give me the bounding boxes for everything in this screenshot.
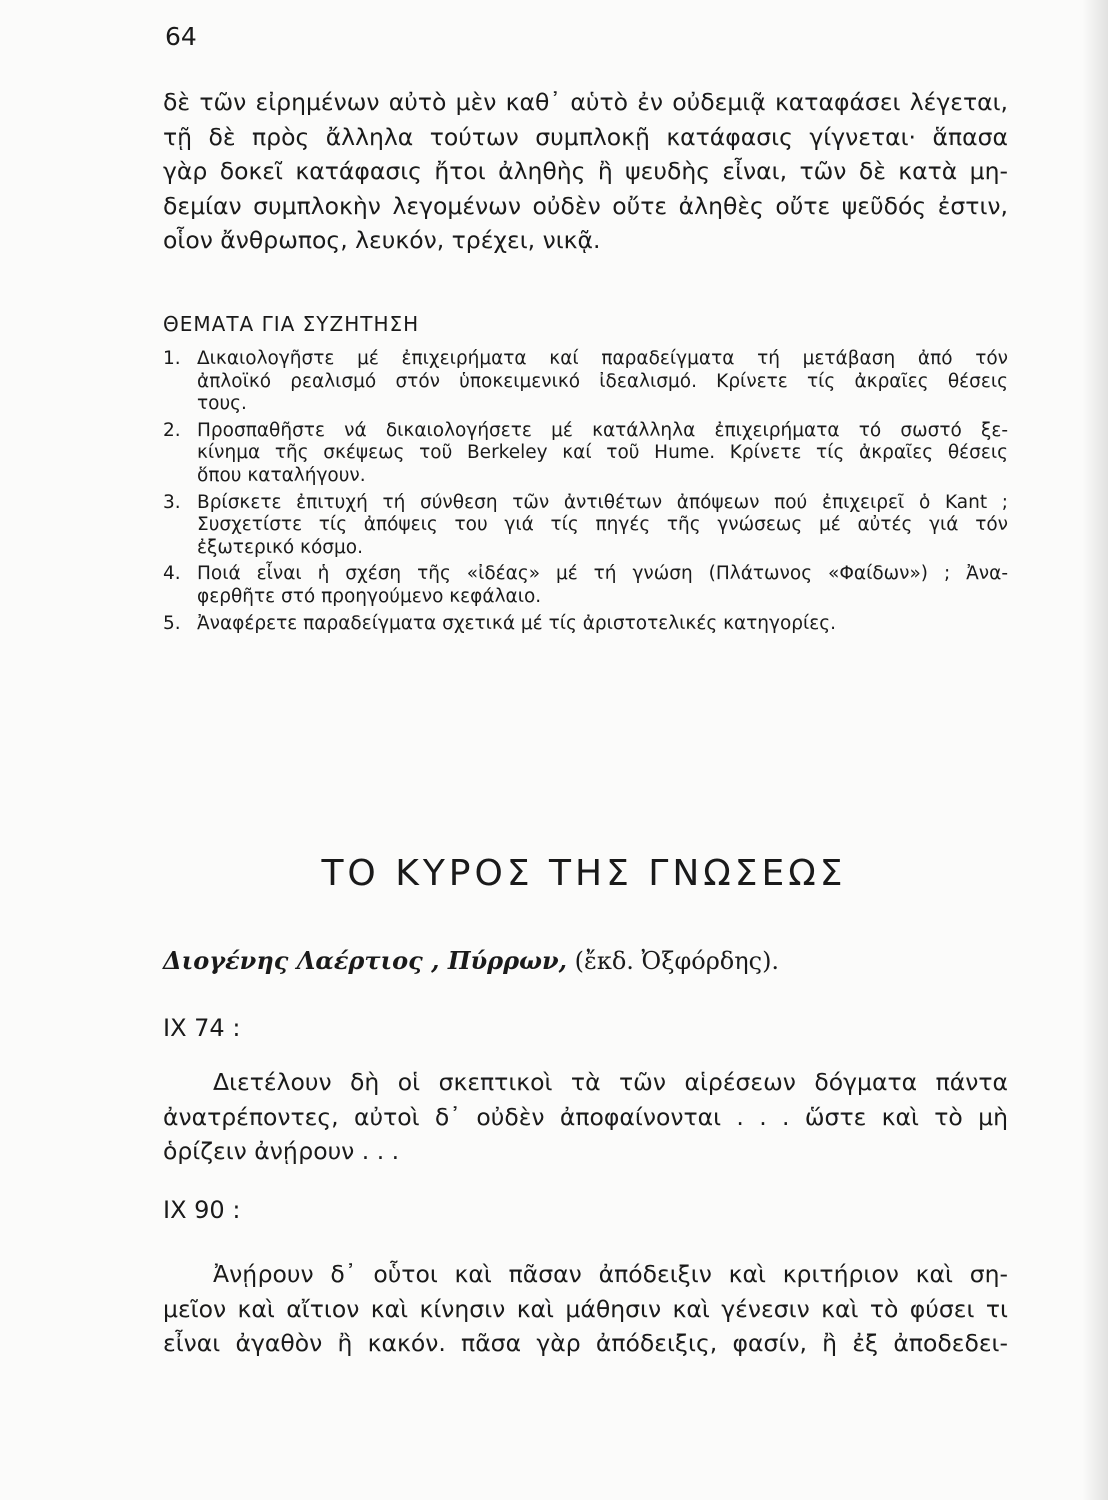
intro-line: δεμίαν συμπλοκὴν λεγομένων οὐδὲν οὔτε ἀληθὲς οὔτε ψεῦδός ἐστιν, <box>163 191 1008 220</box>
passage-line: μεῖον καὶ αἴτιον καὶ κίνησιν καὶ μάθησιν καὶ γένεσιν καὶ τὸ φύσει τι <box>163 1294 1008 1323</box>
discussion-heading: ΘΕΜΑΤΑ ΓΙΑ ΣΥΖΗΤΗΣΗ <box>163 312 420 336</box>
intro-line: γὰρ δοκεῖ κατάφασις ἤτοι ἀληθὴς ἢ ψευδὴς εἶναι, τῶν δὲ κατὰ μη- <box>163 157 1008 185</box>
intro-line: δὲ τῶν εἰρημένων αὐτὸ μὲν καθ᾿ αὑτὸ ἐν οὐδεμιᾷ καταφάσει λέγεται, <box>163 88 1008 116</box>
passage-line: ὁρίζειν ἀνῄρουν . . . <box>163 1137 400 1165</box>
question-line: τους. <box>197 393 247 415</box>
discussion-questions <box>163 348 1008 635</box>
question-item <box>163 420 1008 488</box>
question-item <box>163 348 1008 416</box>
question-line: Προσπαθῆστε νά δικαιολογήσετε μέ κατάλληλα ἐπιχειρήματα τό σωστό ξε- <box>197 419 1008 441</box>
question-line: Δικαιολογῆστε μέ ἐπιχειρήματα καί παραδείγματα τή μετάβαση ἀπό τόν <box>197 348 1008 369</box>
intro-line: τῇ δὲ πρὸς ἄλληλα τούτων συμπλοκῇ κατάφασις γίγνεται· ἅπασα <box>163 122 1008 151</box>
question-line: ἐξωτερικό κόσμο. <box>197 536 363 558</box>
question-line: Συσχετίστε τίς ἀπόψεις του γιά τίς πηγές τῆς γνώσεως μέ αὐτές γιά τόν <box>197 514 1008 536</box>
question-item <box>163 613 1008 636</box>
source-citation <box>163 946 779 975</box>
question-line: ὅπου καταλήγουν. <box>197 464 366 486</box>
passage-text <box>163 1065 1008 1169</box>
question-number: 5. <box>163 612 181 634</box>
question-line: Βρίσκετε ἐπιτυχή τή σύνθεση τῶν ἀντιθέτων ἀπόψεων πού ἐπιχειρεῖ ὁ Kant ; <box>197 491 1008 513</box>
passage-line: ἀνατρέποντες, αὐτοὶ δ᾿ οὐδὲν ἀποφαίνονται . . . ὥστε καὶ τὸ μὴ <box>163 1102 1008 1131</box>
question-number: 2. <box>163 419 181 441</box>
source-author: Διογένης Λαέρτιος , Πύρρων, <box>163 946 567 975</box>
question-number: 3. <box>163 491 181 513</box>
question-item <box>163 492 1008 560</box>
intro-paragraph <box>163 85 1008 258</box>
question-item <box>163 563 1008 608</box>
question-line: Ποιά εἶναι ἡ σχέση τῆς «ἰδέας» μέ τή γνώση (Πλάτωνος «Φαίδων») ; Ἀνα- <box>197 563 1008 585</box>
source-edition: (ἔκδ. Ὀξφόρδης). <box>574 947 780 975</box>
page-spine-shadow <box>1082 0 1108 1500</box>
question-line: φερθῆτε στό προηγούμενο κεφάλαιο. <box>197 585 542 607</box>
passage-text <box>163 1257 1008 1361</box>
question-number: 4. <box>163 563 181 585</box>
passage-reference: IX 90 : <box>163 1196 241 1224</box>
chapter-title: ΤΟ ΚΥΡΟΣ ΤΗΣ ΓΝΩΣΕΩΣ <box>321 853 847 894</box>
page-number: 64 <box>165 22 197 51</box>
passage-line: εἶναι ἀγαθὸν ἢ κακόν. πᾶσα γὰρ ἀπόδειξις, φασίν, ἢ ἐξ ἀποδεδει- <box>163 1329 1008 1357</box>
intro-line: οἷον ἄνθρωπος, λευκόν, τρέχει, νικᾷ. <box>163 226 601 254</box>
passage-line: Ἀνῄρουν δ᾿ οὗτοι καὶ πᾶσαν ἀπόδειξιν καὶ κριτήριον καὶ ση- <box>213 1260 1008 1288</box>
question-line: Ἀναφέρετε παραδείγματα σχετικά μέ τίς ἀριστοτελικές κατηγορίες. <box>197 612 837 634</box>
passage-line: Διετέλουν δὴ οἱ σκεπτικοὶ τὰ τῶν αἱρέσεων δόγματα πάντα <box>213 1068 1008 1096</box>
question-number: 1. <box>163 348 181 369</box>
question-line: κίνημα τῆς σκέψεως τοῦ Berkeley καί τοῦ Hume. Κρίνετε τίς ἀκραῖες θέσεις <box>197 442 1008 464</box>
question-line: ἀπλοϊκό ρεαλισμό στόν ὑποκειμενικό ἰδεαλισμό. Κρίνετε τίς ἀκραῖες θέσεις <box>197 370 1008 392</box>
passage-reference: IX 74 : <box>163 1014 241 1042</box>
